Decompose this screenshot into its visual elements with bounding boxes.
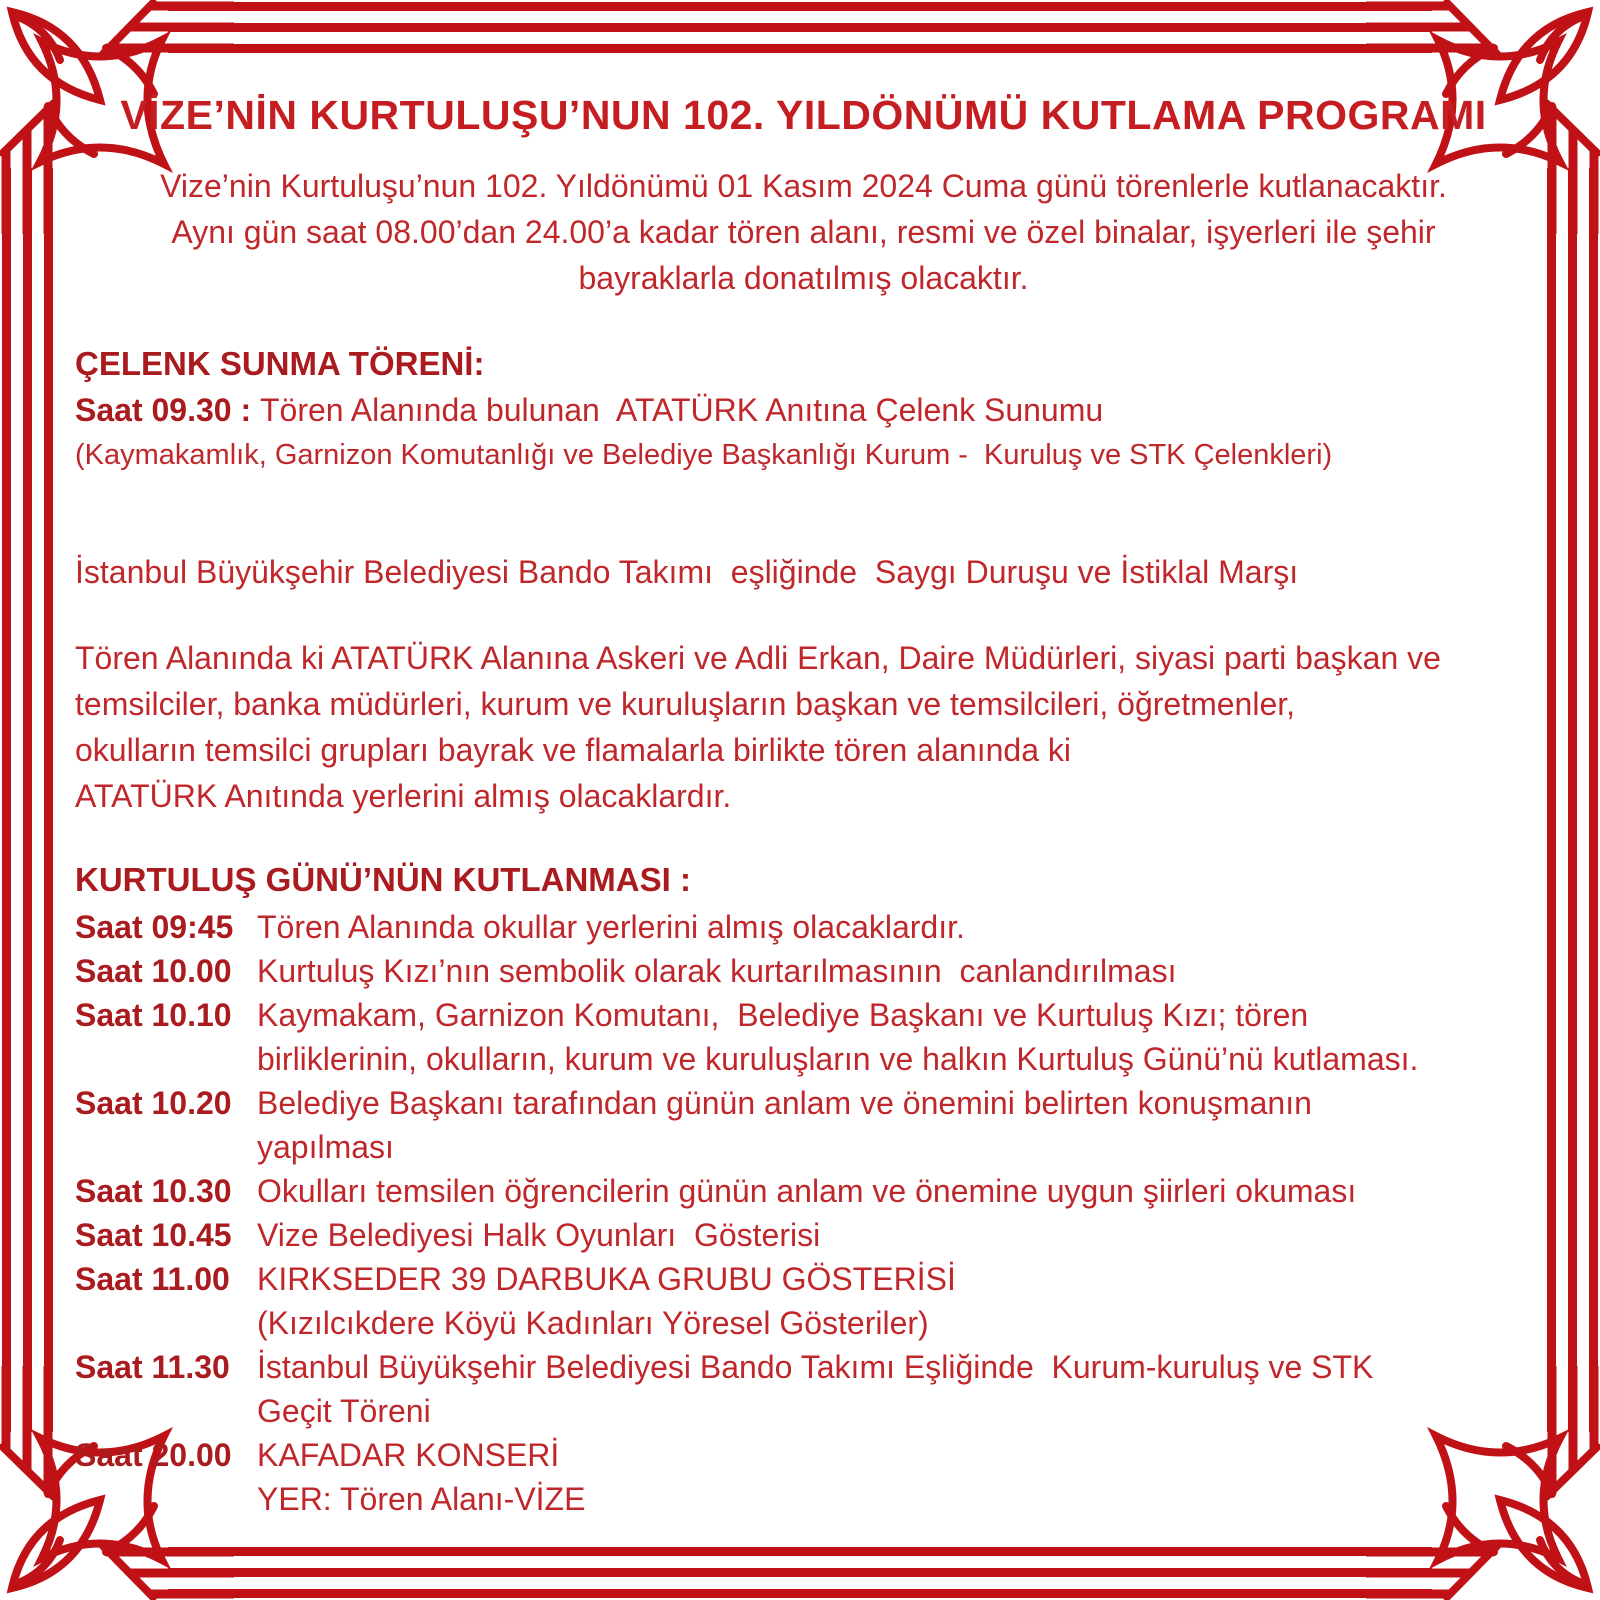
paragraph-line: okulların temsilci grupları bayrak ve flamalarla birlikte tören alanında ki bbox=[75, 732, 1071, 769]
intro-line: Vize’nin Kurtuluşu’nun 102. Yıldönümü 01 Kasım 2024 Cuma günü törenlerle kutlanacaktır. bbox=[160, 168, 1447, 205]
schedule-desc-line: KAFADAR KONSERİ bbox=[257, 1437, 560, 1474]
schedule-time: Saat 20.00 bbox=[75, 1437, 232, 1474]
schedule-list bbox=[75, 905, 1532, 1521]
program-document bbox=[75, 0, 1532, 1521]
schedule-desc-line: Belediye Başkanı tarafından günün anlam ve önemini belirten konuşmanın bbox=[257, 1085, 1312, 1122]
schedule-time: Saat 10.45 bbox=[75, 1217, 232, 1254]
schedule-row bbox=[75, 949, 1532, 993]
schedule-desc-line: İstanbul Büyükşehir Belediyesi Bando Takımı Eşliğinde Kurum-kuruluş ve STK bbox=[257, 1349, 1374, 1386]
time-label: Saat 09.30 : bbox=[75, 392, 260, 429]
intro-line: bayraklarla donatılmış olacaktır. bbox=[578, 260, 1029, 297]
section-heading-celenk: ÇELENK SUNMA TÖRENİ: bbox=[75, 345, 485, 383]
schedule-time: Saat 10.20 bbox=[75, 1085, 232, 1122]
schedule-desc-line: KIRKSEDER 39 DARBUKA GRUBU GÖSTERİSİ bbox=[257, 1261, 956, 1298]
schedule-row bbox=[75, 1169, 1532, 1213]
paragraph-line: ATATÜRK Anıtında yerlerini almış olacaklardır. bbox=[75, 778, 732, 815]
schedule-desc-line: Kurtuluş Kızı’nın sembolik olarak kurtarılmasının canlandırılması bbox=[257, 953, 1177, 990]
schedule-desc-line: yapılması bbox=[257, 1129, 394, 1166]
intro-paragraph bbox=[75, 163, 1532, 301]
schedule-desc-line: Geçit Töreni bbox=[257, 1393, 431, 1430]
schedule-desc-line: Tören Alanında okullar yerlerini almış olacaklardır. bbox=[257, 909, 965, 946]
paragraph-line: temsilciler, banka müdürleri, kurum ve kuruluşların başkan ve temsilcileri, öğretmenler, bbox=[75, 686, 1296, 723]
schedule-time: Saat 10.10 bbox=[75, 997, 232, 1034]
schedule-time: Saat 11.30 bbox=[75, 1349, 230, 1386]
schedule-desc-line: Vize Belediyesi Halk Oyunları Gösterisi bbox=[257, 1217, 821, 1254]
schedule-time: Saat 10.30 bbox=[75, 1173, 232, 1210]
schedule-row bbox=[75, 1257, 1532, 1345]
schedule-row bbox=[75, 1433, 1532, 1521]
schedule-time: Saat 11.00 bbox=[75, 1261, 230, 1298]
schedule-row bbox=[75, 905, 1532, 949]
schedule-time: Saat 10.00 bbox=[75, 953, 232, 990]
band-line: İstanbul Büyükşehir Belediyesi Bando Takımı eşliğinde Saygı Duruşu ve İstiklal Marşı bbox=[75, 554, 1299, 591]
page-title: VİZE’NİN KURTULUŞU’NUN 102. YILDÖNÜMÜ KUTLAMA PROGRAMI bbox=[120, 92, 1487, 138]
schedule-row bbox=[75, 1081, 1532, 1169]
schedule-desc-line: YER: Tören Alanı-VİZE bbox=[257, 1481, 586, 1518]
celenk-event-line bbox=[75, 387, 1532, 433]
section-heading-kutlama: KURTULUŞ GÜNÜ’NÜN KUTLANMASI : bbox=[75, 861, 691, 899]
schedule-desc-line: (Kızılcıkdere Köyü Kadınları Yöresel Gösteriler) bbox=[257, 1305, 929, 1342]
schedule-desc-line: Okulları temsilen öğrencilerin günün anlam ve önemine uygun şiirleri okuması bbox=[257, 1173, 1357, 1210]
schedule-time: Saat 09:45 bbox=[75, 909, 234, 946]
schedule-row bbox=[75, 1345, 1532, 1433]
schedule-row bbox=[75, 1213, 1532, 1257]
schedule-desc-line: Kaymakam, Garnizon Komutanı, Belediye Başkanı ve Kurtuluş Kızı; tören bbox=[257, 997, 1309, 1034]
intro-line: Aynı gün saat 08.00’dan 24.00’a kadar tören alanı, resmi ve özel binalar, işyerleri ile şehir bbox=[171, 214, 1436, 251]
assembly-paragraph bbox=[75, 635, 1532, 819]
schedule-row bbox=[75, 993, 1532, 1081]
celenk-note: (Kaymakamlık, Garnizon Komutanlığı ve Belediye Başkanlığı Kurum - Kuruluş ve STK Çelenkleri) bbox=[75, 439, 1333, 472]
event-text: Tören Alanında bulunan ATATÜRK Anıtına Çelenk Sunumu bbox=[260, 392, 1104, 429]
schedule-desc-line: birliklerinin, okulların, kurum ve kuruluşların ve halkın Kurtuluş Günü’nü kutlaması. bbox=[257, 1041, 1419, 1078]
paragraph-line: Tören Alanında ki ATATÜRK Alanına Askeri ve Adli Erkan, Daire Müdürleri, siyasi parti başkan ve bbox=[75, 640, 1441, 677]
